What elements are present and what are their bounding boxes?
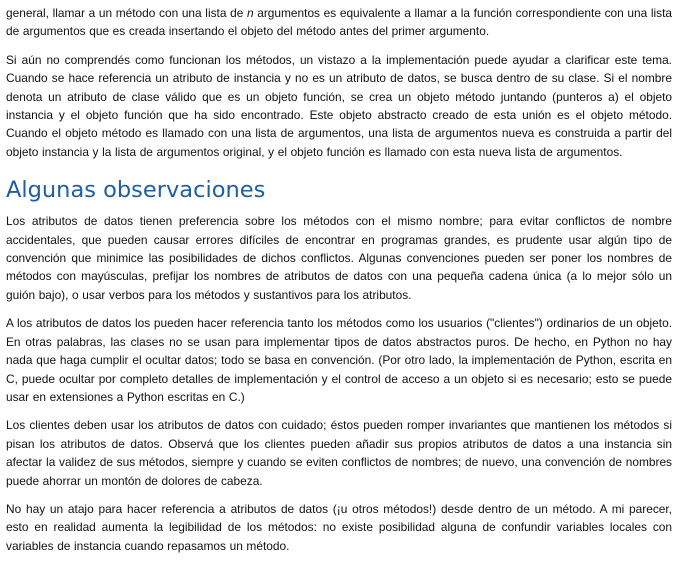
document-page: [0, 4, 681, 565]
intro-paragraph-2: Si aún no comprendés como funcionan los métodos, un vistazo a la implementación puede ayudar a clarificar este tema. Cuando se hace referencia un atributo de instancia y no es un atributo de datos, se busca dentro de su clase. Si el nombre denota un atributo de clase válido que es un objeto función, se crea un objeto método juntando (punteros a) el objeto instancia y el objeto función que ha sido encontrado. Este objeto abstracto creado de esta unión es el objeto método. Cuando el objeto método es llamado con una lista de argumentos, una lista de argumentos nueva es construida a partir del objeto instancia y la lista de argumentos original, y el objeto función es llamado con esta nueva lista de argumentos.: [6, 52, 672, 159]
emphasis-n: n: [246, 6, 254, 20]
section-heading: Algunas observaciones: [6, 177, 266, 204]
section-paragraph-2: A los atributos de datos los pueden hacer referencia tanto los métodos como los usuarios ("clientes") ordinarios de un objeto. En otras palabras, las clases no se usan para implementar tipos de datos abstractos puros. De hecho, en Python no hay nada que haga cumplir el ocultar datos; todo se basa en convención. (Por otro lado, la implementación de Python, escrita en C, puede ocultar por completo detalles de implementación y el control de acceso a un objeto si es necesario; esto se puede usar en extensiones a Python escritas en C.): [6, 316, 672, 404]
section-paragraph-3: Los clientes deben usar los atributos de datos con cuidado; éstos pueden romper invariantes que mantienen los métodos si pisan los atributos de datos. Observá que los clientes pueden añadir sus propios atributos de datos a una instancia sin afectar la validez de sus métodos, siempre y cuando se eviten conflictos de nombres; de nuevo, una convención de nombres puede ahorrar un montón de dolores de cabeza.: [6, 418, 672, 488]
intro-paragraph-1: [6, 4, 672, 41]
intro-paragraph-1-end: argumentos es equivalente a llamar a la función correspondiente con una lista de argumentos que es creada insertando el objeto del método antes del primer argumento.: [6, 6, 672, 39]
section-paragraph-1: Los atributos de datos tienen preferencia sobre los métodos con el mismo nombre; para evitar conflictos de nombre accidentales, que pueden causar errores difíciles de encontrar en programas grandes, es prudente usar algún tipo de convención que minimice las posibilidades de dichos conflictos. Algunas convenciones pueden ser poner los nombres de métodos con mayúsculas, prefijar los nombres de atributos de datos con una pequeña cadena única (a lo mejor sólo un guión bajo), o usar verbos para los métodos y sustantivos para los atributos.: [6, 214, 672, 302]
intro-paragraph-1-start: general, llamar a un método con una lista de: [6, 6, 247, 20]
section-paragraph-4: No hay un atajo para hacer referencia a atributos de datos (¡u otros métodos!) desde dentro de un método. A mi parecer, esto en realidad aumenta la legibilidad de los métodos: no existe posibilidad alguna de confundir variables locales con variables de instancia cuando repasamos un método.: [6, 501, 672, 553]
